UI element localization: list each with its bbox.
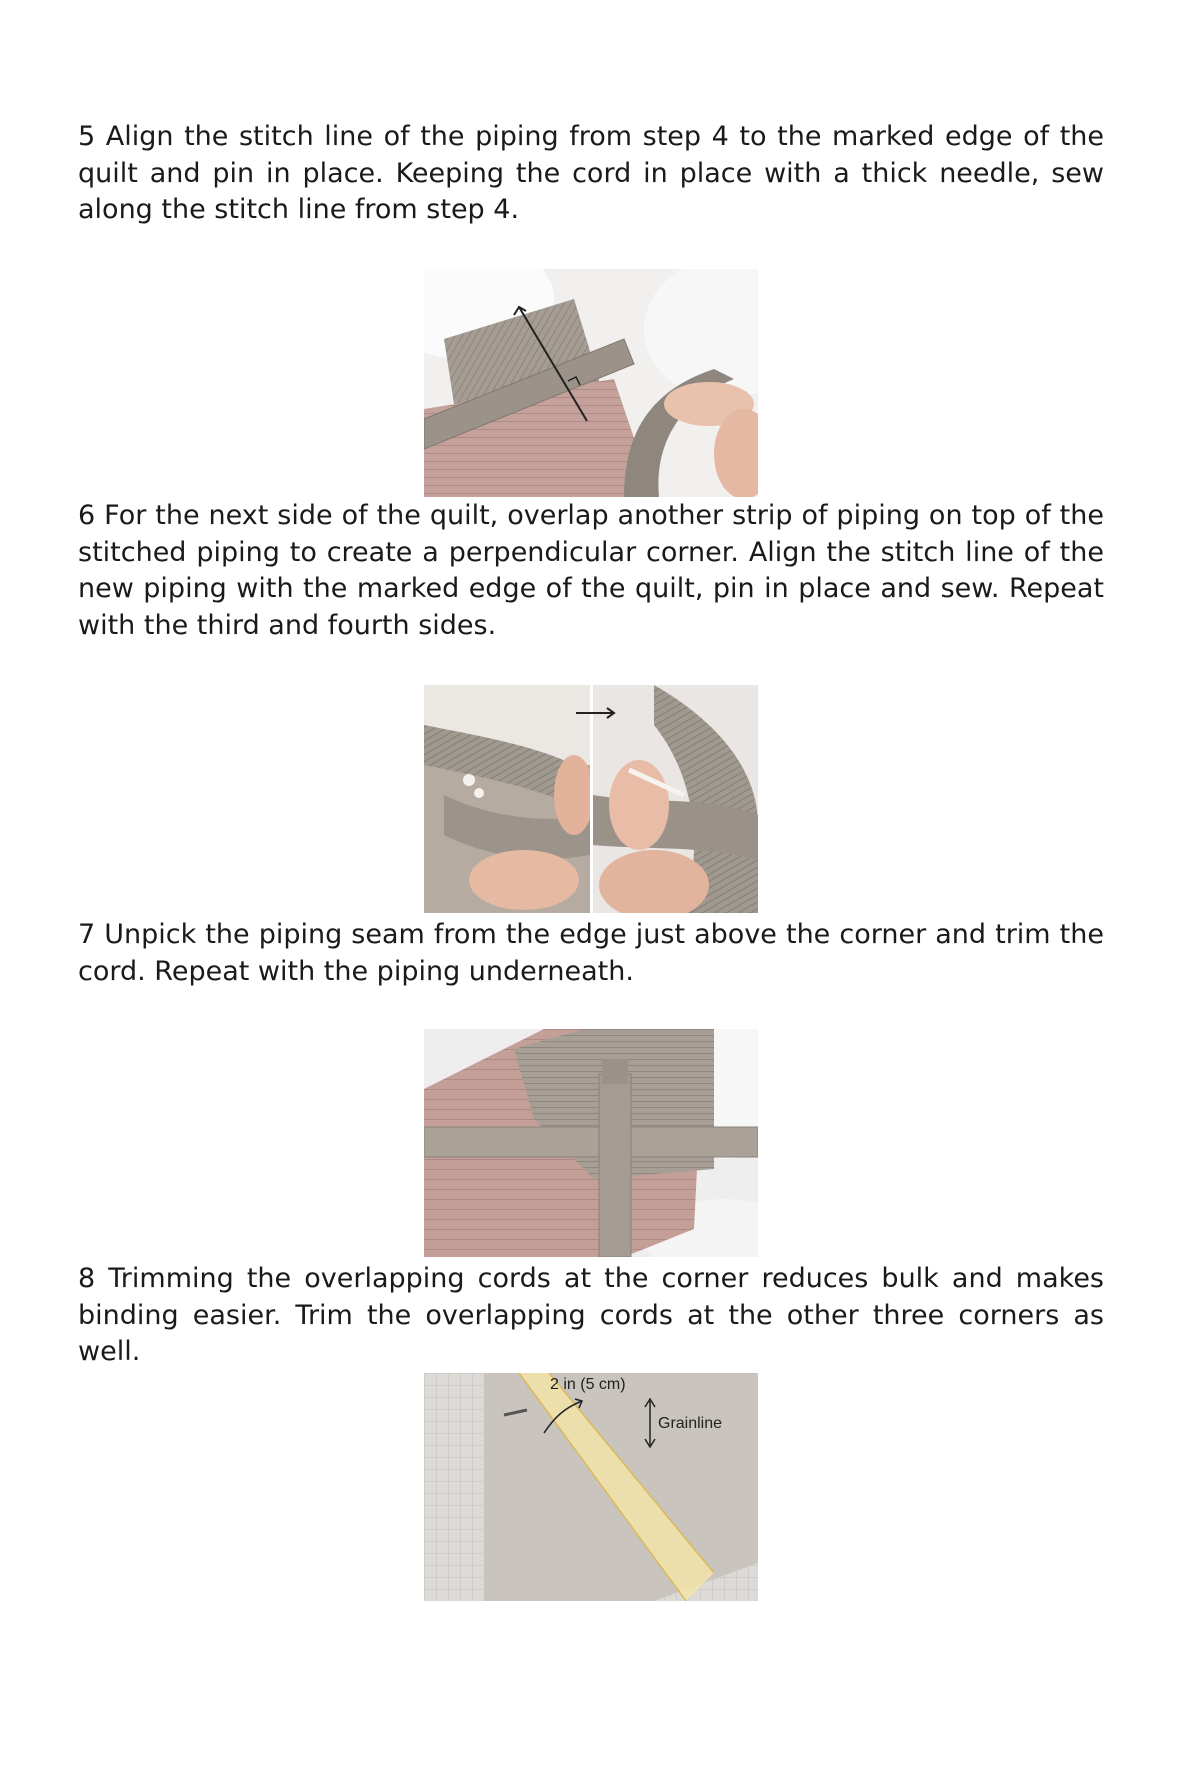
step-5-text: 5 Align the stitch line of the piping from step 4 to the marked edge of the quilt and pin in place. Keeping the cord in place with a thick needle, sew along the stitch line from step 4. [78, 121, 1104, 225]
step-7-text: 7 Unpick the piping seam from the edge just above the corner and trim the cord. Repeat with the piping underneath. [78, 919, 1104, 987]
photo-stitching-piping [424, 269, 758, 497]
grainline-label: Grainline [658, 1415, 723, 1432]
step-8-text: 8 Trimming the overlapping cords at the corner reduces bulk and makes binding easier. Trim the overlapping cords at the other three corners as well. [78, 1263, 1104, 1367]
measurement-label: 2 in (5 cm) [550, 1376, 626, 1393]
photo-ruler-grainline [424, 1373, 758, 1601]
photo-trimmed-corner [424, 1029, 758, 1257]
photo-unpicking-seam [424, 685, 758, 913]
step-6-text: 6 For the next side of the quilt, overlap another strip of piping on top of the stitched piping to create a perpendicular corner. Align the stitch line of the new piping with the marked edge of the quilt, pin in place and sew. Repeat with the third and fourth sides. [78, 500, 1104, 641]
